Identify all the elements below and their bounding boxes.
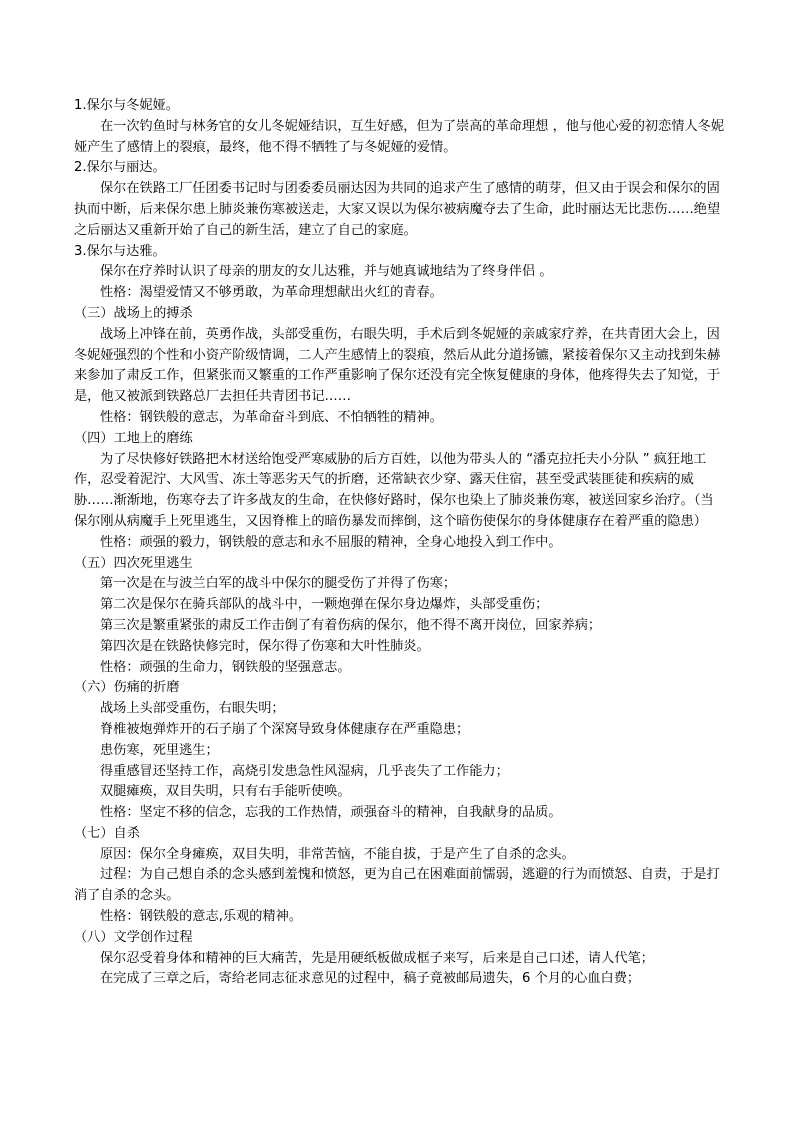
paragraph: 战场上头部受重伤，右眼失明；	[100, 701, 285, 717]
paragraph: 第一次是在与波兰白军的战斗中保尔的腿受伤了并得了伤寒；	[100, 576, 457, 592]
paragraph: 保尔忍受着身体和精神的巨大痛苦，先是用硬纸板做成框子来写，后来是自己口述，请人代笔；	[100, 950, 654, 966]
paragraph: 过程：为自己想自杀的念头感到羞愧和愤怒，更为自己在困难面前懦弱，逃避的行为而愤怒、自责，于是打消了自杀的念头。	[74, 867, 720, 904]
paragraph: 第四次是在铁路快修完时，保尔得了伤寒和大叶性肺炎。	[100, 638, 430, 654]
paragraph: 性格：钢铁般的意志，为革命奋斗到底、不怕牺牲的精神。	[100, 409, 443, 425]
section-heading: （三）战场上的搏杀	[74, 305, 193, 321]
paragraph: 性格：渴望爱情又不够勇敢，为革命理想献出火红的青春。	[100, 285, 443, 301]
section-heading: （八）文学创作过程	[74, 929, 193, 945]
paragraph: 脊椎被炮弹炸开的石子崩了个深窝导致身体健康存在严重隐患；	[100, 721, 470, 737]
paragraph: 性格：坚定不移的信念，忘我的工作热情，顽强奋斗的精神，自我献身的品质。	[100, 805, 562, 821]
paragraph: 战场上冲锋在前，英勇作战，头部受重伤，右眼失明，手术后到冬妮娅的亲戚家疗养，在共青团大会上，因冬妮娅强烈的个性和小资产阶级情调，二人产生感情上的裂痕，然后从此分道扬镳，紧接着保尔又主动找到朱赫来参加了肃反工作，但紧张而又繁重的工作严重影响了保尔还没有完全恢复健康的身体，他疼得失去了知觉，于是，他又被派到铁路总厂去担任共青团书记……	[74, 326, 721, 405]
paragraph: 患伤寒，死里逃生；	[100, 742, 219, 758]
paragraph: 在一次钓鱼时与林务官的女儿冬妮娅结识，互生好感，但为了崇高的革命理想 ，他与他心爱的初恋情人冬妮娅产生了感情上的裂痕，最终，他不得不牺牲了与冬妮娅的爱情。	[74, 118, 725, 155]
paragraph: 在完成了三章之后，寄给老同志征求意见的过程中，稿子竟被邮局遗失，6 个月的心血白费；	[100, 971, 641, 987]
paragraph: 得重感冒还坚持工作，高烧引发患急性风湿病，几乎丧失了工作能力；	[100, 763, 509, 779]
paragraph: 原因：保尔全身瘫痪，双目失明，非常苦恼，不能自拔，于是产生了自杀的念头。	[100, 846, 575, 862]
paragraph: 双腿瘫痪，双目失明，只有右手能听使唤。	[100, 784, 351, 800]
paragraph: 为了尽快修好铁路把木材送给饱受严寒威胁的后方百姓，以他为带头人的 “潘克拉托夫小分队 ” 疯狂地工作，忍受着泥泞、大风雪、冻土等恶劣天气的折磨，还常缺衣少穿、露天住宿，甚至受武装匪徒和疾病的威胁……渐渐地，伤寒夺去了许多战友的生命，在快修好路时，保尔也染上了肺炎兼伤寒，被送回家乡治疗。（当保尔刚从病魔手上死里逃生，又因脊椎上的暗伤暴发而摔倒，这个暗伤使保尔的身体健康存在着严重的隐患）	[74, 451, 714, 529]
document-body	[74, 96, 724, 990]
paragraph: 第三次是繁重紧张的肃反工作击倒了有着伤病的保尔，他不得不离开岗位，回家养病；	[100, 617, 602, 633]
section-heading: 3.保尔与达雅。	[74, 243, 166, 259]
section-heading: 1.保尔与冬妮娅。	[74, 98, 179, 113]
section-heading: （四）工地上的磨练	[74, 430, 193, 446]
paragraph: 保尔在疗养时认识了母亲的朋友的女儿达雅，并与她真诚地结为了终身伴侣 。	[100, 264, 553, 280]
paragraph: 第二次是保尔在骑兵部队的战斗中，一颗炮弹在保尔身边爆炸，头部受重伤；	[100, 597, 549, 613]
section-heading: （五）四次死里逃生	[74, 555, 193, 571]
paragraph: 性格：顽强的毅力，钢铁般的意志和永不屈服的精神，全身心地投入到工作中。	[100, 534, 562, 550]
section-heading: （六）伤痛的折磨	[74, 680, 180, 696]
paragraph: 性格：顽强的生命力，钢铁般的坚强意志。	[100, 659, 351, 675]
paragraph: 保尔在铁路工厂任团委书记时与团委委员丽达因为共同的追求产生了感情的萌芽，但又由于误会和保尔的固执而中断，后来保尔患上肺炎兼伤寒被送走，大家又误以为保尔被病魔夺去了生命，此时丽达无比悲伤……绝望之后丽达又重新开始了自己的新生活，建立了自己的家庭。	[74, 181, 721, 238]
section-heading: 2.保尔与丽达。	[74, 160, 166, 176]
paragraph: 性格：钢铁般的意志,乐观的精神。	[100, 909, 303, 925]
section-heading: （七）自杀	[74, 825, 140, 841]
